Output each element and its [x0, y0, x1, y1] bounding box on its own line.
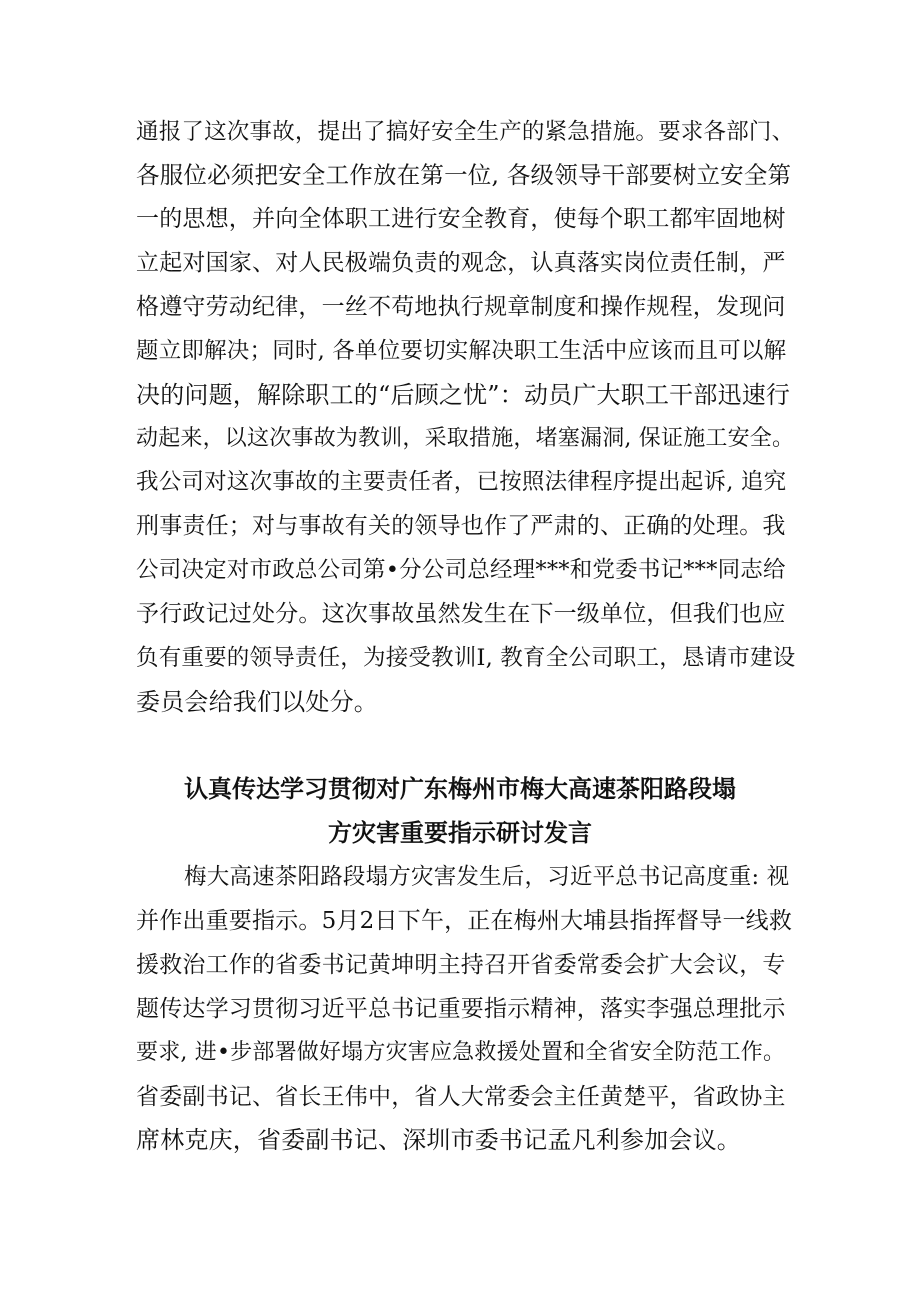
body-text-line: 梅大高速茶阳路段塌方灾害发生后，习近平总书记高度重: 视 — [184, 864, 790, 890]
body-text-line: 予行政记过处分。这次事故虽然发生在下一级单位，但我们也应 — [136, 601, 786, 627]
body-text-line: 省委副书记、省长王伟中，省人大常委会主任黄楚平，省政协主 — [136, 1084, 786, 1110]
body-text-line: 公司决定对市政总公司第•分公司总经理***和党委书记***同志给 — [136, 557, 786, 583]
body-text-line: 并作出重要指示。5月2日下午，正在梅州大埔县指挥督导一线救 — [136, 908, 793, 934]
document-title-line-2: 方灾害重要指示研讨发言 — [328, 819, 592, 847]
body-text-line: 题立即解决；同时, 各单位要切实解决职工生活中应该而且可以解 — [136, 338, 787, 364]
body-text-line: 负有重要的领导责任，为接受教训I, 教育全公司职工，恳请市建设 — [136, 645, 796, 671]
body-text-line: 我公司对这次事故的主要责任者，已按照法律程序提出起诉, 追究 — [136, 469, 787, 495]
body-text-line: 席林克庆，省委副书记、深圳市委书记孟凡利参加会议。 — [136, 1126, 741, 1154]
body-text-line: 立起对国家、对人民极端负责的观念，认真落实岗位责任制，严 — [136, 250, 786, 276]
body-text-line: 要求, 进•步部署做好塌方灾害应急救援处置和全省安全防范工作。 — [136, 1040, 786, 1065]
body-text-line: 一的思想，并向全体职工进行安全教育，使每个职工都牢固地树 — [136, 206, 786, 232]
body-text-line: 援救治工作的省委书记黄坤明主持召开省委常委会扩大会议，专 — [136, 952, 786, 978]
body-text-line: 决的问题，解除职工的“后顾之忧”：动员广大职工干部迅速行 — [136, 381, 791, 409]
body-text-line: 题传达学习贯彻习近平总书记重要指示精神，落实李强总理批示 — [136, 996, 786, 1022]
body-text-line: 刑事责任；对与事故有关的领导也作了严肃的、正确的处理。我 — [136, 513, 786, 539]
body-text-line: 各服位必须把安全工作放在第一位, 各级领导干部要树立安全第 — [136, 161, 792, 189]
body-text-line: 动起来，以这次事故为教训，采取措施，堵塞漏洞, 保证施工安全。 — [136, 426, 795, 451]
document-title-line-1: 认真传达学习贯彻对广东梅州市梅大高速茶阳路段塌 — [184, 775, 736, 803]
body-text-line: 委员会给我们以处分。 — [136, 688, 378, 716]
body-text-line: 通报了这次事故，提出了搞好安全生产的紧急措施。要求各部门、 — [136, 119, 795, 145]
body-text-line: 格遵守劳动纪律，一丝不苟地执行规章制度和操作规程，发现问 — [136, 294, 786, 320]
